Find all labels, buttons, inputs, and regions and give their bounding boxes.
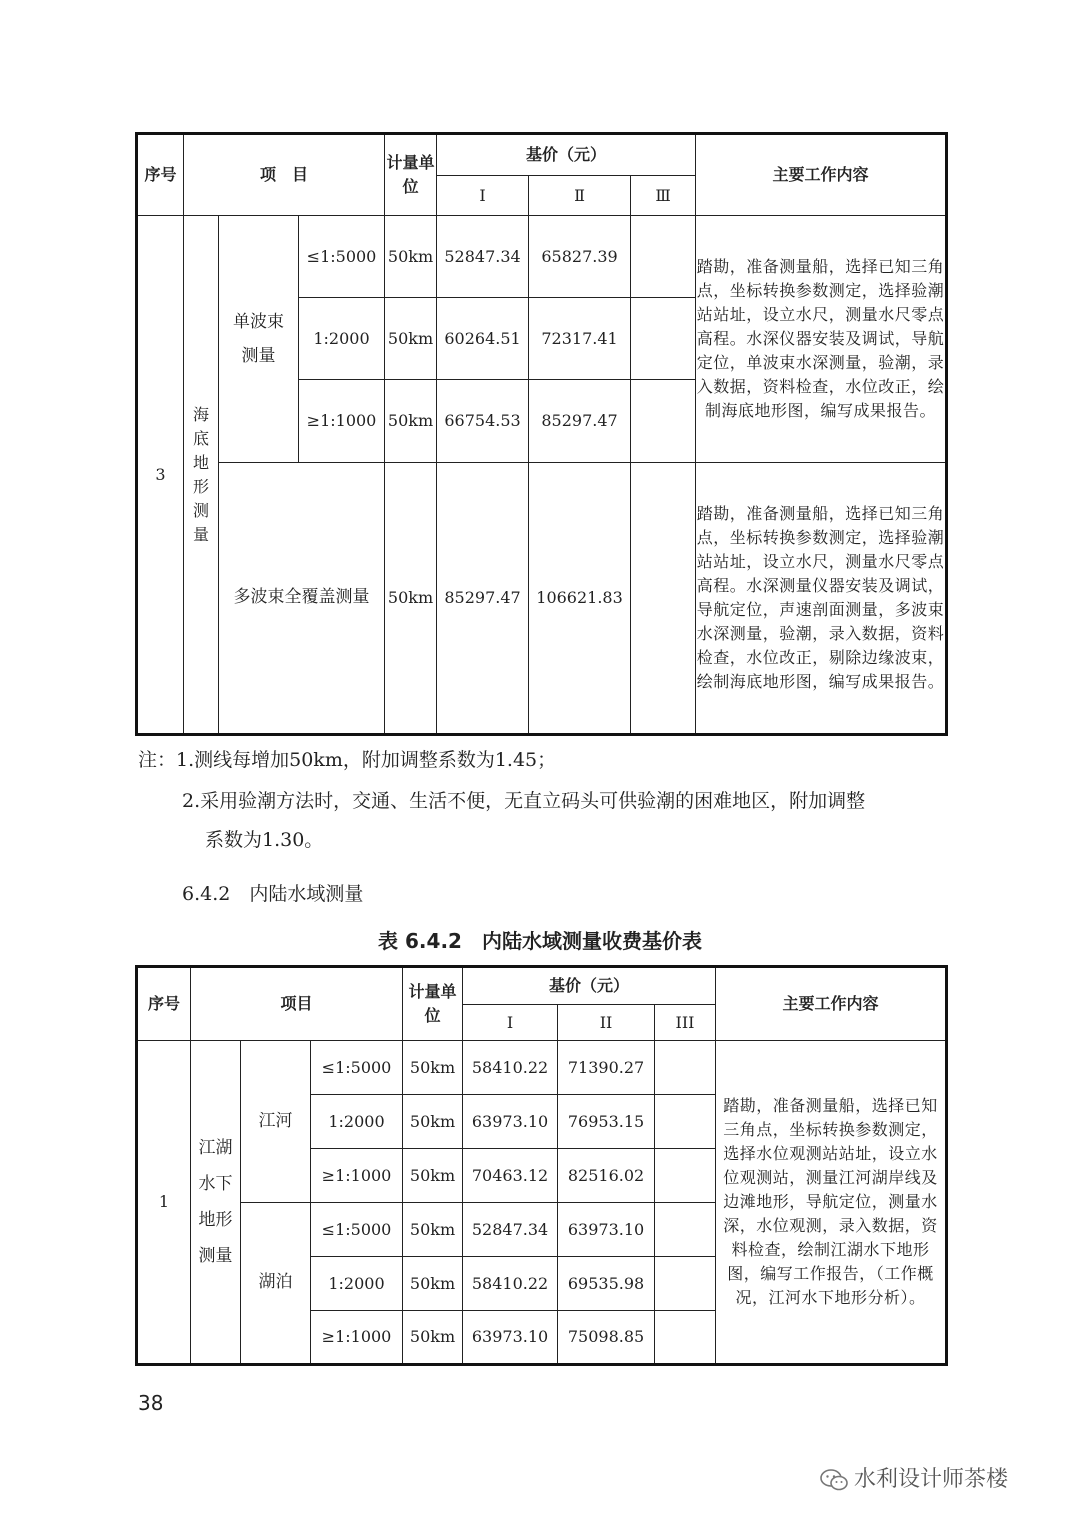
price-1-cell: 66754.53: [437, 380, 529, 463]
page-number: 38: [138, 1391, 164, 1415]
header-grade-2: Ⅱ: [529, 176, 631, 216]
price-1-cell: 63973.10: [463, 1095, 558, 1149]
scale-cell: ≥1:1000: [299, 380, 385, 463]
header-work: 主要工作内容: [716, 967, 947, 1041]
watermark-text: 水利设计师茶楼: [854, 1467, 1009, 1492]
price-1-cell: 63973.10: [463, 1311, 558, 1365]
scale-cell: ≥1:1000: [311, 1149, 403, 1203]
scale-cell: 1:2000: [311, 1257, 403, 1311]
price-1-cell: 60264.51: [437, 298, 529, 380]
note-2: 2.采用验潮方法时，交通、生活不便，无直立码头可供验潮的困难地区，附加调整: [182, 790, 866, 812]
unit-cell: 50km: [385, 463, 437, 735]
price-3-cell: [631, 216, 696, 298]
category-vertical: 江湖水下地形测量: [191, 1041, 241, 1365]
price-3-cell: [631, 380, 696, 463]
note-2-cont: 系数为1.30。: [205, 829, 324, 851]
price-2-cell: 75098.85: [558, 1311, 655, 1365]
work-content-single-beam: 踏勘，准备测量船，选择已知三角点，坐标转换参数测定，选择验潮站站址，设立水尺，测量水尺零点高程。水深仪器安装及调试，导航定位，单波束水深测量，验潮，录入数据，资料检查，水位改正，绘制海底地形图，编写成果报告。: [696, 216, 947, 463]
price-2-cell: 72317.41: [529, 298, 631, 380]
watermark: [820, 1462, 1008, 1493]
unit-cell: 50km: [403, 1257, 463, 1311]
unit-cell: 50km: [403, 1041, 463, 1095]
unit-cell: 50km: [385, 216, 437, 298]
price-3-cell: [655, 1257, 716, 1311]
row-no: 3: [137, 216, 184, 735]
scale-cell: 1:2000: [299, 298, 385, 380]
price-2-cell: 76953.15: [558, 1095, 655, 1149]
scale-cell: ≤1:5000: [299, 216, 385, 298]
header-grade-1: Ⅰ: [437, 176, 529, 216]
unit-cell: 50km: [403, 1203, 463, 1257]
category-vertical: 海底地形测量: [184, 216, 219, 735]
unit-cell: 50km: [385, 380, 437, 463]
header-grade-3: Ⅲ: [631, 176, 696, 216]
header-grade-2: II: [558, 1005, 655, 1041]
table-row: [137, 216, 947, 298]
price-2-cell: 85297.47: [529, 380, 631, 463]
price-3-cell: [655, 1149, 716, 1203]
header-base-price: 基价（元）: [437, 134, 696, 176]
row-no: 1: [137, 1041, 191, 1365]
header-grade-1: I: [463, 1005, 558, 1041]
wechat-icon: [820, 1469, 848, 1491]
table-row: [137, 463, 947, 735]
unit-cell: 50km: [403, 1149, 463, 1203]
price-3-cell: [631, 298, 696, 380]
header-no: 序号: [137, 967, 191, 1041]
group-lake: 湖泊: [241, 1203, 311, 1365]
single-beam-label: 单波束测量: [219, 216, 299, 463]
scale-cell: ≤1:5000: [311, 1203, 403, 1257]
price-3-cell: [655, 1203, 716, 1257]
table-caption: 表 6.4.2 内陆水域测量收费基价表: [378, 929, 702, 953]
group-river: 江河: [241, 1041, 311, 1203]
price-2-cell: 65827.39: [529, 216, 631, 298]
work-content-inland: 踏勘，准备测量船，选择已知三角点，坐标转换参数测定，选择水位观测站站址，设立水位观测站，测量江河湖岸线及边滩地形，导航定位，测量水深，水位观测，录入数据，资料检查，绘制江湖水下地形图，编写工作报告，（工作概况，江河水下地形分析）。: [716, 1041, 947, 1365]
price-1-cell: 58410.22: [463, 1257, 558, 1311]
price-1-cell: 70463.12: [463, 1149, 558, 1203]
header-item: 项目: [191, 967, 403, 1041]
price-2-cell: 69535.98: [558, 1257, 655, 1311]
price-1-cell: 58410.22: [463, 1041, 558, 1095]
price-3-cell: [631, 463, 696, 735]
unit-cell: 50km: [403, 1095, 463, 1149]
price-2-cell: 71390.27: [558, 1041, 655, 1095]
multi-beam-label: 多波束全覆盖测量: [219, 463, 385, 735]
unit-cell: 50km: [403, 1311, 463, 1365]
price-3-cell: [655, 1311, 716, 1365]
survey-fee-table-inland: [135, 965, 948, 1366]
header-work: 主要工作内容: [696, 134, 947, 216]
header-base-price: 基价（元）: [463, 967, 716, 1005]
price-1-cell: 52847.34: [463, 1203, 558, 1257]
header-no: 序号: [137, 134, 184, 216]
survey-fee-table-seabed: [135, 132, 948, 736]
price-2-cell: 63973.10: [558, 1203, 655, 1257]
header-grade-3: III: [655, 1005, 716, 1041]
price-1-cell: 85297.47: [437, 463, 529, 735]
price-1-cell: 52847.34: [437, 216, 529, 298]
header-item: 项 目: [184, 134, 385, 216]
header-unit: 计量单位: [385, 134, 437, 216]
work-content-multi-beam: 踏勘，准备测量船，选择已知三角点，坐标转换参数测定，选择验潮站站址，设立水尺，测量水尺零点高程。水深测量仪器安装及调试，导航定位，声速剖面测量，多波束水深测量，验潮，录入数据，资料检查，水位改正，剔除边缘波束，绘制海底地形图，编写成果报告。: [696, 463, 947, 735]
price-3-cell: [655, 1095, 716, 1149]
header-unit: 计量单位: [403, 967, 463, 1041]
scale-cell: 1:2000: [311, 1095, 403, 1149]
note-1: 注：1.测线每增加50km，附加调整系数为1.45；: [138, 749, 557, 771]
price-3-cell: [655, 1041, 716, 1095]
price-2-cell: 106621.83: [529, 463, 631, 735]
price-2-cell: 82516.02: [558, 1149, 655, 1203]
scale-cell: ≥1:1000: [311, 1311, 403, 1365]
unit-cell: 50km: [385, 298, 437, 380]
section-heading: 6.4.2 内陆水域测量: [182, 883, 364, 905]
scale-cell: ≤1:5000: [311, 1041, 403, 1095]
table-row: [137, 1041, 947, 1095]
